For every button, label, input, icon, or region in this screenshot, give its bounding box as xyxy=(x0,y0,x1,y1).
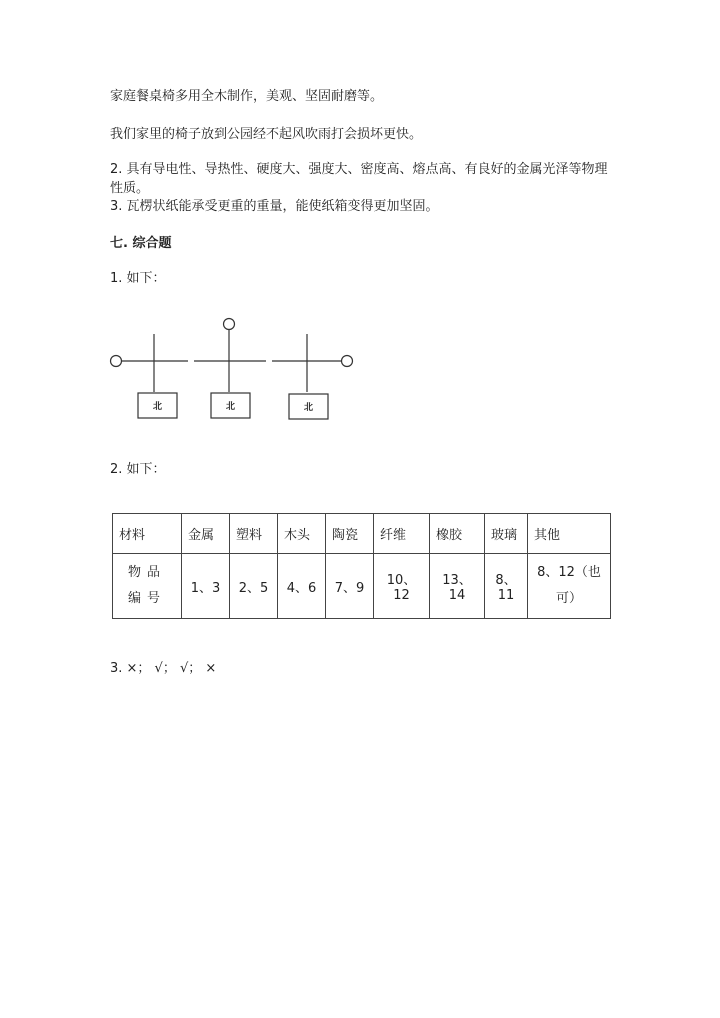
table-header-cell: 金属 xyxy=(182,514,230,554)
table-cell: 10、12 xyxy=(374,554,430,619)
table-cell: 4、6 xyxy=(278,554,326,619)
figure-3 xyxy=(272,334,353,419)
figure-2-sun-circle xyxy=(224,319,235,330)
table-cell: 8、12（也可） xyxy=(528,554,611,619)
question-2-label: 2. 如下： xyxy=(110,462,166,477)
answer-metal-properties: 2. 具有导电性、导热性、硬度大、强度大、密度高、熔点高、有良好的金属光泽等物理性质。 xyxy=(110,162,608,196)
figure-1 xyxy=(111,334,189,418)
table-header-cell: 橡胶 xyxy=(430,514,485,554)
answer-corrugated-paper: 3. 瓦楞状纸能承受更重的重量，能使纸箱变得更加坚固。 xyxy=(110,199,439,214)
question-1-label: 1. 如下： xyxy=(110,271,166,286)
compass-diagram xyxy=(104,312,364,427)
table-data-row xyxy=(113,554,611,619)
table-header-cell: 纤维 xyxy=(374,514,430,554)
table-cell: 7、9 xyxy=(326,554,374,619)
section-heading: 七. 综合题 xyxy=(110,236,172,251)
table-header-row xyxy=(113,514,611,554)
table-cell: 13、14 xyxy=(430,554,485,619)
figure-2-north-label: 北 xyxy=(225,402,236,412)
table-header-cell: 玻璃 xyxy=(485,514,528,554)
table-cell: 2、5 xyxy=(230,554,278,619)
answer-line-chairs-park: 我们家里的椅子放到公园经不起风吹雨打会损坏更快。 xyxy=(110,127,423,142)
table-header-cell: 木头 xyxy=(278,514,326,554)
table-header-cell: 塑料 xyxy=(230,514,278,554)
table-row-label: 物品编号 xyxy=(113,554,182,619)
answer-line-chairs-material: 家庭餐桌椅多用全木制作，美观、坚固耐磨等。 xyxy=(110,89,384,104)
table-cell: 8、11 xyxy=(485,554,528,619)
figure-1-sun-circle xyxy=(111,356,122,367)
materials-table xyxy=(112,513,611,619)
table-cell: 1、3 xyxy=(182,554,230,619)
table-header-cell: 材料 xyxy=(113,514,182,554)
table-header-cell: 其他 xyxy=(528,514,611,554)
figure-3-sun-circle xyxy=(342,356,353,367)
table-header-cell: 陶瓷 xyxy=(326,514,374,554)
figure-2 xyxy=(194,319,266,419)
figure-1-north-label: 北 xyxy=(152,402,163,412)
question-3-answer: 3. ×； √； √； × xyxy=(110,661,217,676)
figure-3-north-label: 北 xyxy=(303,403,314,413)
